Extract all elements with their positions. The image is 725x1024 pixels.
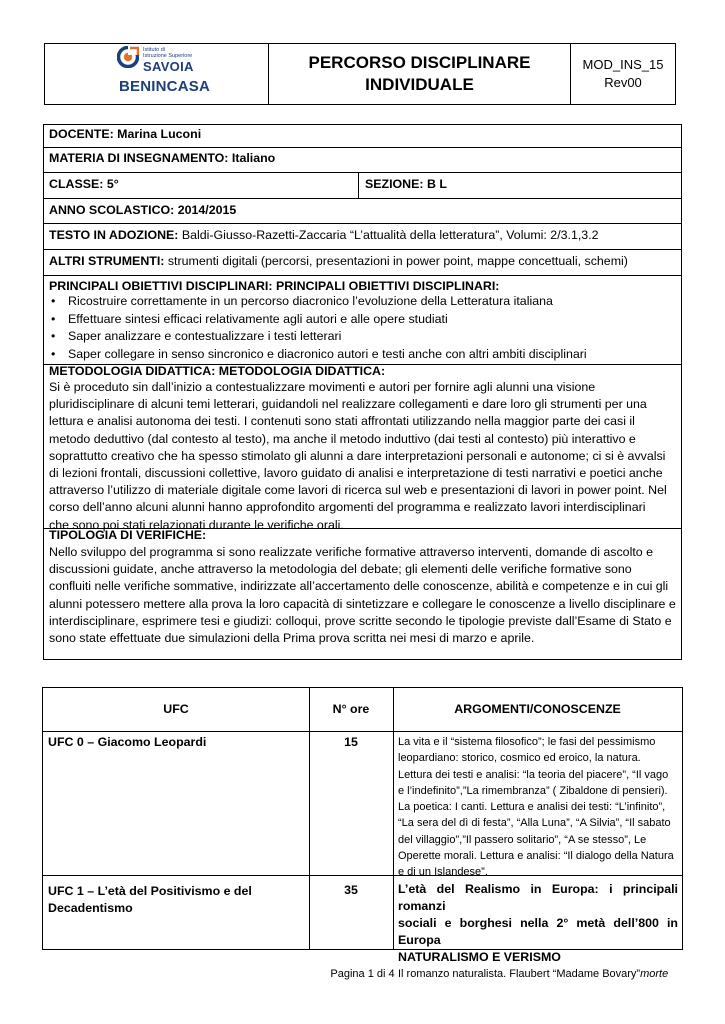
metodologia-text: Si è proceduto sin dall’inizio a contestualizzare movimenti e autori per fornire agli alunni una visione pluridisciplinare di alcuni temi letterari, guidandoli nel realizzare collegamenti e dare loro gli strumenti per una lettura e analisi autonoma dei testi. I contenuti sono stati affrontati utilizzando nella maggior parte dei casi il metodo deduttivo (dal contesto al testo), ma anche il metodo induttivo (dai testi al contesto) più interattivo e soprattutto creativo che ha spesso stimolato gli alunni a dare interpretazioni personali e autonome; ci si è avvalsi di lezioni frontali, discussioni collettive, lavoro guidato di analisi e interpretazione di testi narrativi e poetici anche attraverso l’utilizzo di materiale digitale come lavori di ricerca sul web e presentazioni di lavori in power point. Nel corso dell’anno alcuni alunni hanno approfondito argomenti del programma e realizzato lavori interdisciplinari che sono poi stati relazionati durante le verifiche orali. xyxy=(49,380,667,532)
ufc-hours: 35 xyxy=(344,883,358,897)
column-divider xyxy=(358,172,359,198)
row-divider xyxy=(44,275,681,276)
obiettivi-list xyxy=(48,293,587,363)
verifiche-text: Nello sviluppo del programma si sono realizzate verifiche formative attraverso interventi, domande di ascolto e discussioni guidate, anche attraverso la metodologia del debate; gli elementi delle verifiche formative sono confluiti nelle verifiche sommative, indirizzate all’accertamento delle conoscenze, abilità e competenze e in cui gli alunni potessero mettere alla prova la loro capacità di sintetizzare e collegare le conoscenze a livello disciplinare e interdisciplinare, esprimere tesi e giudizi: colloqui, prove scritte secondo le tipologie previste dall’Esame di Stato e sono state effettuate due simulazioni della Prima prova scritta nei mesi di marzo e aprile. xyxy=(49,545,676,646)
list-item: • Saper analizzare e contestualizzare i testi letterari xyxy=(51,329,342,343)
list-item: • Saper collegare in senso sincronico e diacronico autori e testi anche con altri ambiti disciplinari xyxy=(51,346,587,361)
module-code: MOD_INS_15 xyxy=(582,57,664,72)
ufc-argomenti: La vita e il “sistema filosofico”; le fasi del pessimismo leopardiano: storico, cosmico ed eroico, la natura. Lettura dei testi e analisi: “la teoria del piacere”, “Il vago e l’indefinito”,”La rimembranza” ( Zibaldone di pensieri). La poetica: I canti. Lettura e analisi dei testi: “L’infinito”, “La sera del dì di festa”, “Alla Luna”, “A Silvia”, “Il sabato del villaggio”,”Il passero solitario”, “A se stesso”, Le Operette morali. Lettura e analisi: “Il dialogo della Natura e di un Islandese”. xyxy=(398,736,674,879)
metodologia-heading: METODOLOGIA DIDATTICA: METODOLOGIA DIDATTICA: xyxy=(49,364,386,378)
logo-emblem-icon xyxy=(117,46,139,68)
obiettivi-heading: PRINCIPALI OBIETTIVI DISCIPLINARI: PRINCIPALI OBIETTIVI DISCIPLINARI: xyxy=(49,279,500,293)
logo-institute-label: Istituto di Istruzione Superiore xyxy=(143,47,193,59)
row-divider xyxy=(44,249,681,250)
logo-name-benincasa: BENINCASA xyxy=(119,78,210,95)
column-header-ufc: UFC xyxy=(163,702,189,716)
testo-adozione: TESTO IN ADOZIONE: Baldi-Giusso-Razetti-Zaccaria “L’attualità della letteratura”, Volumi: 2/3.1,3.2 xyxy=(49,228,599,242)
document-header xyxy=(44,43,676,105)
altri-strumenti: ALTRI STRUMENTI: strumenti digitali (percorsi, presentazioni in power point, mappe concettuali, schemi) xyxy=(49,254,628,268)
document-title: PERCORSO DISCIPLINARE INDIVIDUALE xyxy=(269,44,571,104)
column-divider xyxy=(309,688,310,949)
revision: Rev00 xyxy=(604,75,642,90)
list-item: • Ricostruire correttamente in un percorso diacronico l’evoluzione della Letteratura italiana xyxy=(51,294,553,308)
logo-cell xyxy=(45,44,269,104)
classe: CLASSE: 5° xyxy=(49,177,119,191)
row-divider xyxy=(44,223,681,224)
docente: DOCENTE: Marina Luconi xyxy=(49,127,202,141)
list-item: • Effettuare sintesi efficaci relativamente agli autori e alle opere studiati xyxy=(51,311,448,326)
column-header-argomenti: ARGOMENTI/CONOSCENZE xyxy=(454,702,621,716)
document-code xyxy=(571,44,675,104)
ufc-hours: 15 xyxy=(344,735,358,749)
column-header-ore: N° ore xyxy=(332,702,370,716)
sezione: SEZIONE: B L xyxy=(365,177,447,191)
logo-name-savoia: SAVOIA xyxy=(143,59,194,74)
anno-scolastico: ANNO SCOLASTICO: 2014/2015 xyxy=(49,203,237,217)
ufc-title: UFC 0 – Giacomo Leopardi xyxy=(48,735,207,749)
materia: MATERIA DI INSEGNAMENTO: Italiano xyxy=(49,151,276,165)
info-table xyxy=(43,124,682,660)
page-number: Pagina 1 di 4 xyxy=(330,968,395,980)
column-divider xyxy=(393,688,394,949)
ufc-argomenti: L’età del Realismo in Europa: i principali romanzi sociali e borghesi nella 2° metà dell’800 in Europa NATURALISMO E VERISMO Il romanzo naturalista. Flaubert “Madame Bovary”morte xyxy=(398,882,678,980)
verifiche-heading: TIPOLOGIA DI VERIFICHE: xyxy=(49,528,207,542)
ufc-title: UFC 1 – L’età del Positivismo e del Decadentismo xyxy=(48,884,252,915)
row-divider xyxy=(44,198,681,199)
school-logo xyxy=(117,46,210,100)
row-divider xyxy=(43,731,682,732)
row-divider xyxy=(44,147,681,148)
row-divider xyxy=(44,172,681,173)
